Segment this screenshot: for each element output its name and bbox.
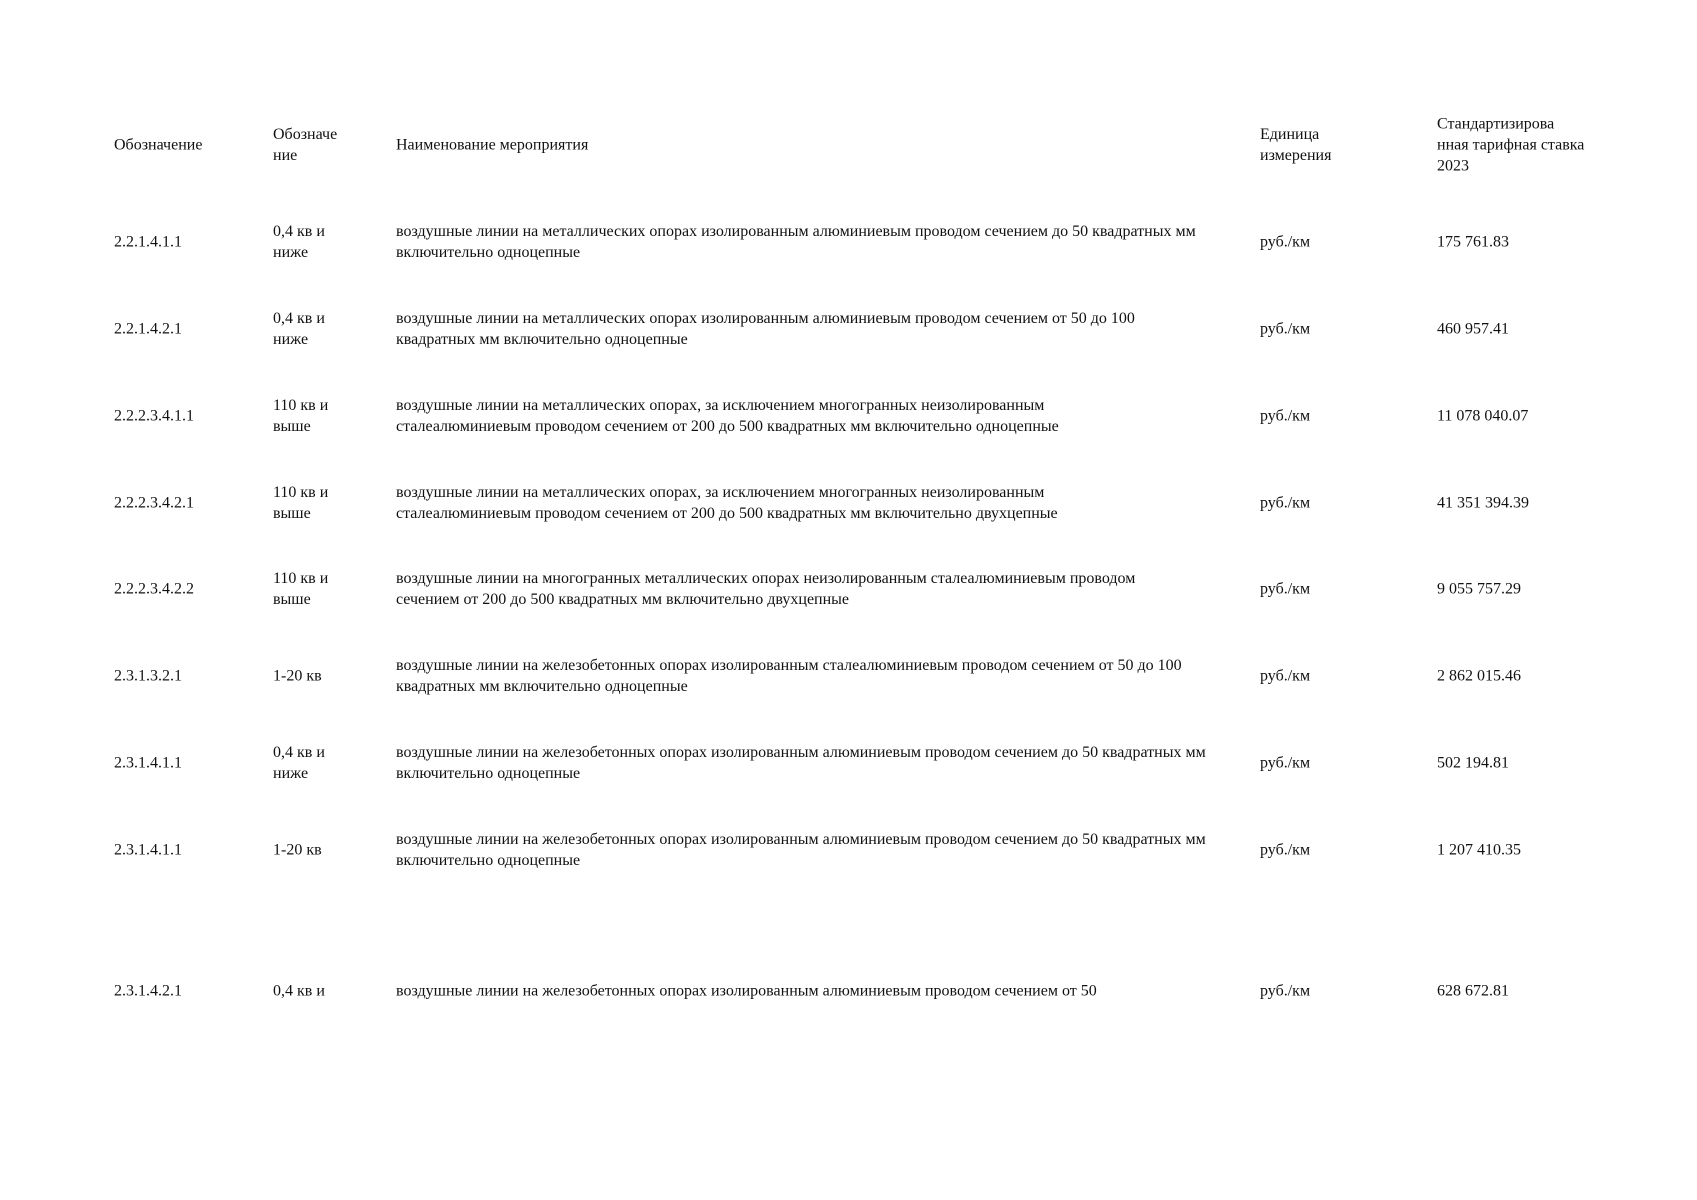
row-code: 2.3.1.3.2.1: [114, 667, 182, 685]
header-rate: Стандартизирова нная тарифная ставка 2023: [1437, 115, 1585, 175]
row-unit: руб./км: [1260, 233, 1311, 251]
row-code: 2.2.2.3.4.2.1: [114, 494, 194, 512]
row-rate: 2 862 015.46: [1437, 667, 1521, 685]
row-rate: 41 351 394.39: [1437, 494, 1529, 512]
row-voltage: 110 кв и выше: [273, 570, 329, 608]
row-rate: 9 055 757.29: [1437, 580, 1521, 598]
row-name: воздушные линии на железобетонных опорах изолированным алюминиевым проводом сечением до 50 квадратных мм включительно одноцепные: [396, 744, 1206, 782]
row-voltage: 110 кв и выше: [273, 484, 329, 522]
row-voltage: 0,4 кв и: [273, 982, 325, 1000]
row-unit: руб./км: [1260, 754, 1311, 772]
row-name: воздушные линии на многогранных металлических опорах неизолированным сталеалюминиевым проводом сечением от 200 до 500 квадратных мм включительно двухцепные: [396, 570, 1136, 608]
row-name: воздушные линии на железобетонных опорах изолированным сталеалюминиевым проводом сечением от 50 до 100 квадратных мм включительно одноцепные: [396, 657, 1182, 695]
row-rate: 1 207 410.35: [1437, 841, 1521, 859]
row-unit: руб./км: [1260, 407, 1311, 425]
row-rate: 628 672.81: [1437, 982, 1509, 1000]
row-code: 2.3.1.4.2.1: [114, 982, 182, 1000]
row-code: 2.2.1.4.2.1: [114, 320, 182, 338]
row-unit: руб./км: [1260, 494, 1311, 512]
row-rate: 460 957.41: [1437, 320, 1509, 338]
header-unit: Единица измерения: [1260, 126, 1332, 164]
row-rate: 11 078 040.07: [1437, 407, 1529, 425]
row-name: воздушные линии на железобетонных опорах изолированным алюминиевым проводом сечением до 50 квадратных мм включительно одноцепные: [396, 831, 1206, 869]
header-name: Наименование мероприятия: [396, 136, 589, 154]
row-code: 2.2.2.3.4.1.1: [114, 407, 194, 425]
row-name: воздушные линии на металлических опорах, за исключением многогранных неизолированным сталеалюминиевым проводом сечением от 200 до 500 квадратных мм включительно двухцепные: [396, 484, 1058, 522]
row-unit: руб./км: [1260, 580, 1311, 598]
row-voltage: 1-20 кв: [273, 667, 322, 685]
row-voltage: 0,4 кв и ниже: [273, 744, 325, 782]
row-voltage: 0,4 кв и ниже: [273, 310, 325, 348]
row-code: 2.3.1.4.1.1: [114, 754, 182, 772]
row-name: воздушные линии на металлических опорах, за исключением многогранных неизолированным сталеалюминиевым проводом сечением от 200 до 500 квадратных мм включительно одноцепные: [396, 397, 1059, 435]
row-name: воздушные линии на железобетонных опорах изолированным алюминиевым проводом сечением от 50: [396, 982, 1097, 1000]
row-code: 2.2.2.3.4.2.2: [114, 580, 194, 598]
row-unit: руб./км: [1260, 982, 1311, 1000]
row-code: 2.3.1.4.1.1: [114, 841, 182, 859]
row-voltage: 1-20 кв: [273, 841, 322, 859]
row-unit: руб./км: [1260, 841, 1311, 859]
header-code: Обозначение: [114, 136, 203, 154]
header-voltage: Обозначе ние: [273, 126, 338, 164]
row-rate: 502 194.81: [1437, 754, 1509, 772]
row-unit: руб./км: [1260, 667, 1311, 685]
row-code: 2.2.1.4.1.1: [114, 233, 182, 251]
row-name: воздушные линии на металлических опорах изолированным алюминиевым проводом сечением до 50 квадратных мм включительно одноцепные: [396, 223, 1196, 261]
row-unit: руб./км: [1260, 320, 1311, 338]
row-name: воздушные линии на металлических опорах изолированным алюминиевым проводом сечением от 50 до 100 квадратных мм включительно одноцепные: [396, 310, 1135, 348]
row-voltage: 0,4 кв и ниже: [273, 223, 325, 261]
row-voltage: 110 кв и выше: [273, 397, 329, 435]
row-rate: 175 761.83: [1437, 233, 1509, 251]
